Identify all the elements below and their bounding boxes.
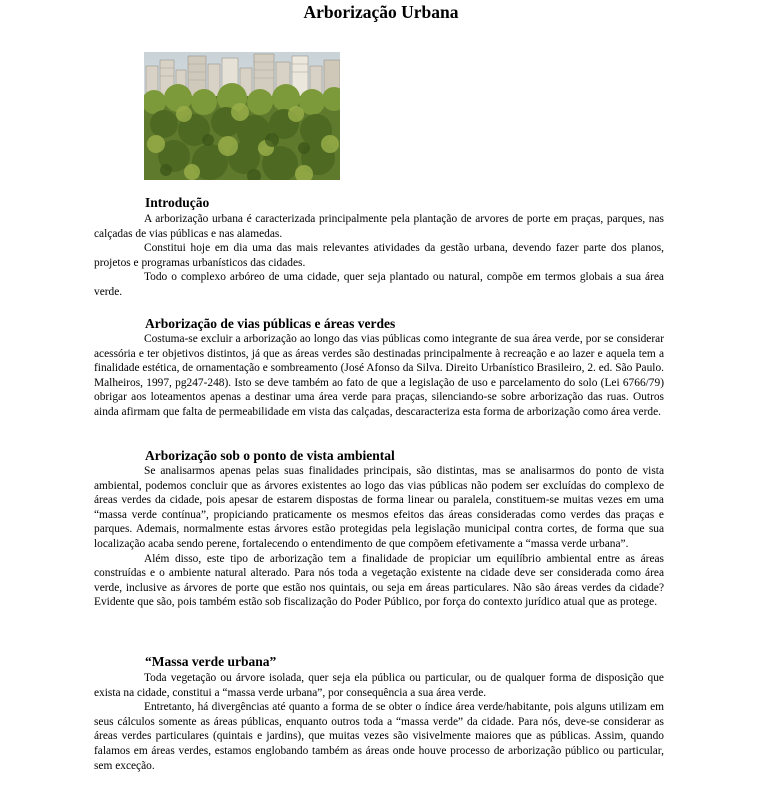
paragraph: Entretanto, há divergências até quanto a forma de se obter o índice área verde/habitante, pois alguns utilizam em seus cálculos somente as áreas públicas, enquanto outros toda a “massa verde” da cidade. Para nós, deve-se considerar as áreas verdes particulares (quintais e jardins), que muitas vezes são visivelmente maiores que as públicas. Assim, quando falamos em áreas verdes, estamos englobando também as áreas onde houve processo de arborização público ou particular, sem exceção. [94,701,664,772]
section-heading-vias-publicas: Arborização de vias públicas e áreas verdes [145,316,396,331]
paragraph: Constitui hoje em dia uma das mais relevantes atividades da gestão urbana, devendo fazer parte dos planos, projetos e programas urbanísticos das cidades. [94,242,664,269]
paragraph: Todo o complexo arbóreo de uma cidade, quer seja plantado ou natural, compõe em termos globais a sua área verde. [94,271,664,298]
section-heading-introducao: Introdução [145,195,210,210]
paragraph: Costuma-se excluir a arborização ao longo das vias públicas como integrante de sua área verde, por se considerar acessória e ter objetivos distintos, já que as áreas verdes são destinadas principalmente à recreação e ao lazer e aquela tem a finalidade estética, de ornamentação e sombreamento (José Afonso da Silva. Direito Urbanístico Brasileiro, 2. ed. São Paulo. Malheiros, 1997, pg247-248). Isto se deve também ao fato de que a legislação de uso e parcelamento do solo (Lei 6766/79) obrigar aos loteamentos apenas a destinar uma área verde para praças, silenciando-se sobre arborização das ruas. Outros ainda afirmam que falta de permeabilidade em vista das calçadas, descaracteriza esta forma de arborização como área verde. [94,333,664,418]
section-heading-massa-verde-urbana: “Massa verde urbana” [145,654,277,669]
paragraph: Além disso, este tipo de arborização tem a finalidade de propiciar um equilíbrio ambiental entre as áreas construídas e o ambiente natural alterado. Para nós toda a vegetação existente na cidade deve ser considerada como área verde, inclusive as árvores de porte que estão nos quintais, ou seja em áreas particulares. Não são áreas verdes da cidade? Evidente que são, pois também estão sob fiscalização do Poder Público, por força do contexto jurídico atual que as protege. [94,552,664,609]
section-body-massa-verde-urbana [94,671,664,773]
page-title: Arborização Urbana [303,2,459,22]
section-body-vias-publicas [94,332,664,420]
paragraph: Toda vegetação ou árvore isolada, quer seja ela pública ou particular, ou de qualquer forma de disposição que exista na cidade, constitui a “massa verde urbana”, por consequência a sua área verde. [94,672,664,699]
section-body-ponto-de-vista-ambiental [94,464,664,610]
city-trees-image [144,52,340,180]
paragraph: A arborização urbana é caracterizada principalmente pela plantação de arvores de porte em praças, parques, nas calçadas de vias públicas e nas alamedas. [94,213,664,240]
section-heading-ponto-de-vista-ambiental: Arborização sob o ponto de vista ambiental [145,448,395,463]
paragraph: Se analisarmos apenas pelas suas finalidades principais, são distintas, mas se analisarmos do ponto de vista ambiental, podemos concluir que as árvores existentes ao logo das vias públicas não podem ser excluídas do complexo de áreas verdes da cidade, pois apesar de estarem dispostas de forma linear ou paralela, constituem-se muitas vezes em uma “massa verde contínua”, propiciando praticamente os mesmos efeitos das áreas consideradas como verdes das praças e parques. Ademais, normalmente estas árvores estão protegidas pela legislação municipal contra cortes, de forma que sua localização acaba sendo perene, fortalecendo o entendimento de que compõem efetivamente a “massa verde urbana”. [94,465,664,550]
urban-forest-photo [144,52,340,180]
section-body-introducao [94,212,664,300]
